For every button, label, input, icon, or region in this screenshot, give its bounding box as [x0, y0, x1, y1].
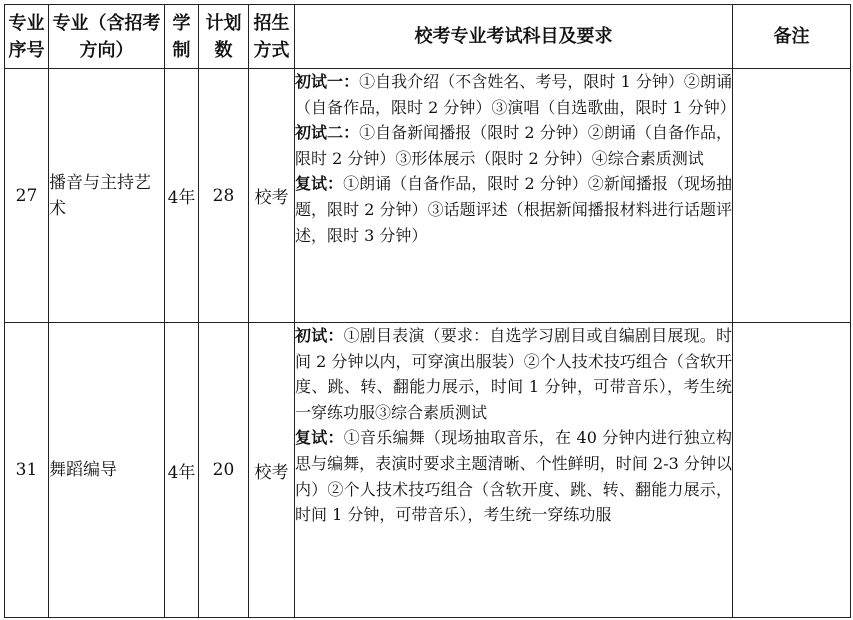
plan-cell: 20	[199, 323, 249, 618]
years-cell: 4年	[165, 69, 199, 323]
major-cell: 舞蹈编导	[49, 323, 165, 618]
serial-cell: 27	[5, 69, 49, 323]
requirement-text: ①自备新闻播报（限时 2 分钟）②朗诵（自备作品，限时 2 分钟）③形体展示（限时 2 分钟）④综合素质测试	[295, 123, 732, 168]
header-major: 专业（含招考方向）	[49, 5, 165, 69]
requirement-label: 复试：	[295, 428, 344, 448]
method-cell: 校考	[249, 69, 295, 323]
requirement-item	[295, 171, 732, 248]
requirement-label: 初试一：	[295, 72, 360, 91]
admissions-table	[4, 4, 851, 618]
header-method: 招生方式	[249, 5, 295, 69]
header-row	[5, 5, 851, 69]
requirement-item	[295, 69, 736, 120]
requirements-cell	[295, 323, 733, 618]
table-row	[5, 69, 851, 323]
table-row	[5, 323, 851, 618]
header-serial: 专业序号	[5, 5, 49, 69]
major-cell: 播音与主持艺术	[49, 69, 165, 323]
years-cell: 4年	[165, 323, 199, 618]
requirements-cell	[295, 69, 736, 323]
remarks-cell	[733, 323, 851, 618]
requirement-text: ①剧目表演（要求：自选学习剧目或自编剧目展现。时间 2 分钟以内，可穿演出服装）②个人技术技巧组合（含软开度、跳、转、翻能力展示，时间 1 分钟，可带音乐），考生统一穿练功服③综合素质测试	[295, 326, 732, 422]
requirement-label: 复试：	[295, 174, 344, 194]
requirement-item	[295, 425, 732, 527]
header-years: 学制	[165, 5, 199, 69]
header-subjects: 校考专业考试科目及要求	[295, 5, 733, 69]
requirement-text: ①朗诵（自备作品，限时 2 分钟）②新闻播报（现场抽题，限时 2 分钟）③话题评述（根据新闻播报材料进行话题评述，限时 3 分钟）	[295, 174, 732, 245]
method-cell: 校考	[249, 323, 295, 618]
requirement-text: ①音乐编舞（现场抽取音乐，在 40 分钟内进行独立构思与编舞，表演时要求主题清晰、个性鲜明，时间 2-3 分钟以内）②个人技术技巧组合（含软开度、跳、转、翻能力展示，时间 1 分钟，可带音乐），考生统一穿练功服	[295, 428, 732, 525]
requirement-item	[295, 323, 732, 425]
requirement-label: 初试二：	[295, 123, 360, 143]
header-remarks: 备注	[733, 5, 851, 69]
requirement-item	[295, 120, 732, 171]
header-plan: 计划数	[199, 5, 249, 69]
requirement-label: 初试：	[295, 326, 344, 345]
plan-cell: 28	[199, 69, 249, 323]
remarks-cell	[733, 69, 851, 323]
serial-cell: 31	[5, 323, 49, 618]
requirement-text: ①自我介绍（不含姓名、考号，限时 1 分钟）②朗诵（自备作品，限时 2 分钟）③演唱（自选歌曲，限时 1 分钟）	[295, 72, 736, 117]
